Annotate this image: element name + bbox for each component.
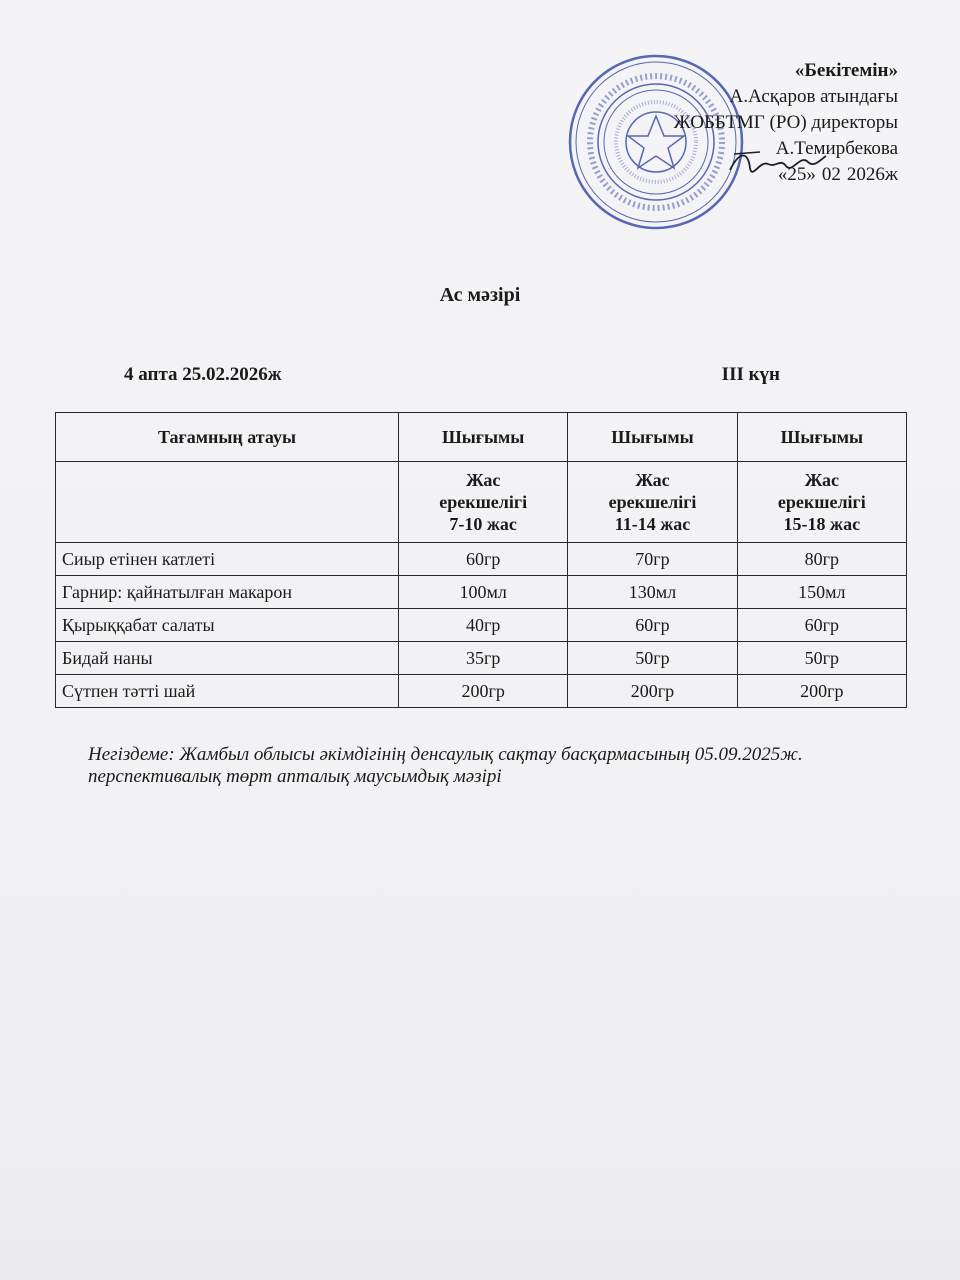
table-row — [56, 576, 907, 609]
yield-15-18: 60гр — [737, 609, 906, 642]
age-group-11-14: Жас ерекшелігі 11-14 жас — [568, 462, 737, 543]
table-row — [56, 675, 907, 708]
dish-name: Гарнир: қайнатылған макарон — [56, 576, 399, 609]
yield-11-14: 130мл — [568, 576, 737, 609]
dish-name: Сүтпен тәтті шай — [56, 675, 399, 708]
table-header-row — [56, 413, 907, 462]
menu-table — [55, 412, 907, 708]
approval-date-day: «25» — [777, 164, 816, 185]
yield-15-18: 50гр — [737, 642, 906, 675]
week-date: 4 апта 25.02.2026ж — [124, 364, 282, 385]
dish-name: Қырыққабат салаты — [56, 609, 399, 642]
approval-date-year: 2026ж — [846, 164, 898, 185]
approval-line-position: ЖОББТМГ (РО) директоры — [673, 112, 898, 133]
header-yield-1: Шығымы — [399, 413, 568, 462]
yield-7-10: 35гр — [399, 642, 568, 675]
yield-15-18: 200гр — [737, 675, 906, 708]
approval-date-month: 02 — [821, 164, 841, 185]
dish-name: Бидай наны — [56, 642, 399, 675]
yield-7-10: 200гр — [399, 675, 568, 708]
approval-date — [568, 162, 898, 188]
day-label: ІІІ күн — [721, 364, 780, 385]
basis-note: Негіздеме: Жамбыл облысы әкімдігінің денсаулық сақтау басқармасының 05.09.2025ж. перспективалық төрт апталық маусымдық мәзірі — [88, 744, 803, 787]
header-dish-name: Тағамның атауы — [56, 413, 399, 462]
table-row — [56, 642, 907, 675]
header-yield-2: Шығымы — [568, 413, 737, 462]
age-group-7-10: Жас ерекшелігі 7-10 жас — [399, 462, 568, 543]
approval-line-school: А.Асқаров атындағы — [729, 86, 898, 107]
approval-block — [568, 58, 898, 188]
yield-11-14: 70гр — [568, 543, 737, 576]
dish-name: Сиыр етінен катлеті — [56, 543, 399, 576]
yield-7-10: 40гр — [399, 609, 568, 642]
age-group-row — [56, 462, 907, 543]
approval-line-director: А.Темирбекова — [775, 138, 898, 159]
document-title: Ас мәзірі — [439, 284, 521, 306]
table-row — [56, 609, 907, 642]
yield-15-18: 150мл — [737, 576, 906, 609]
age-group-15-18: Жас ерекшелігі 15-18 жас — [737, 462, 906, 543]
age-group-empty-cell — [56, 462, 399, 543]
yield-11-14: 60гр — [568, 609, 737, 642]
header-yield-3: Шығымы — [737, 413, 906, 462]
yield-7-10: 100мл — [399, 576, 568, 609]
yield-7-10: 60гр — [399, 543, 568, 576]
yield-11-14: 200гр — [568, 675, 737, 708]
table-row — [56, 543, 907, 576]
approval-title: «Бекітемін» — [794, 60, 898, 81]
yield-15-18: 80гр — [737, 543, 906, 576]
yield-11-14: 50гр — [568, 642, 737, 675]
